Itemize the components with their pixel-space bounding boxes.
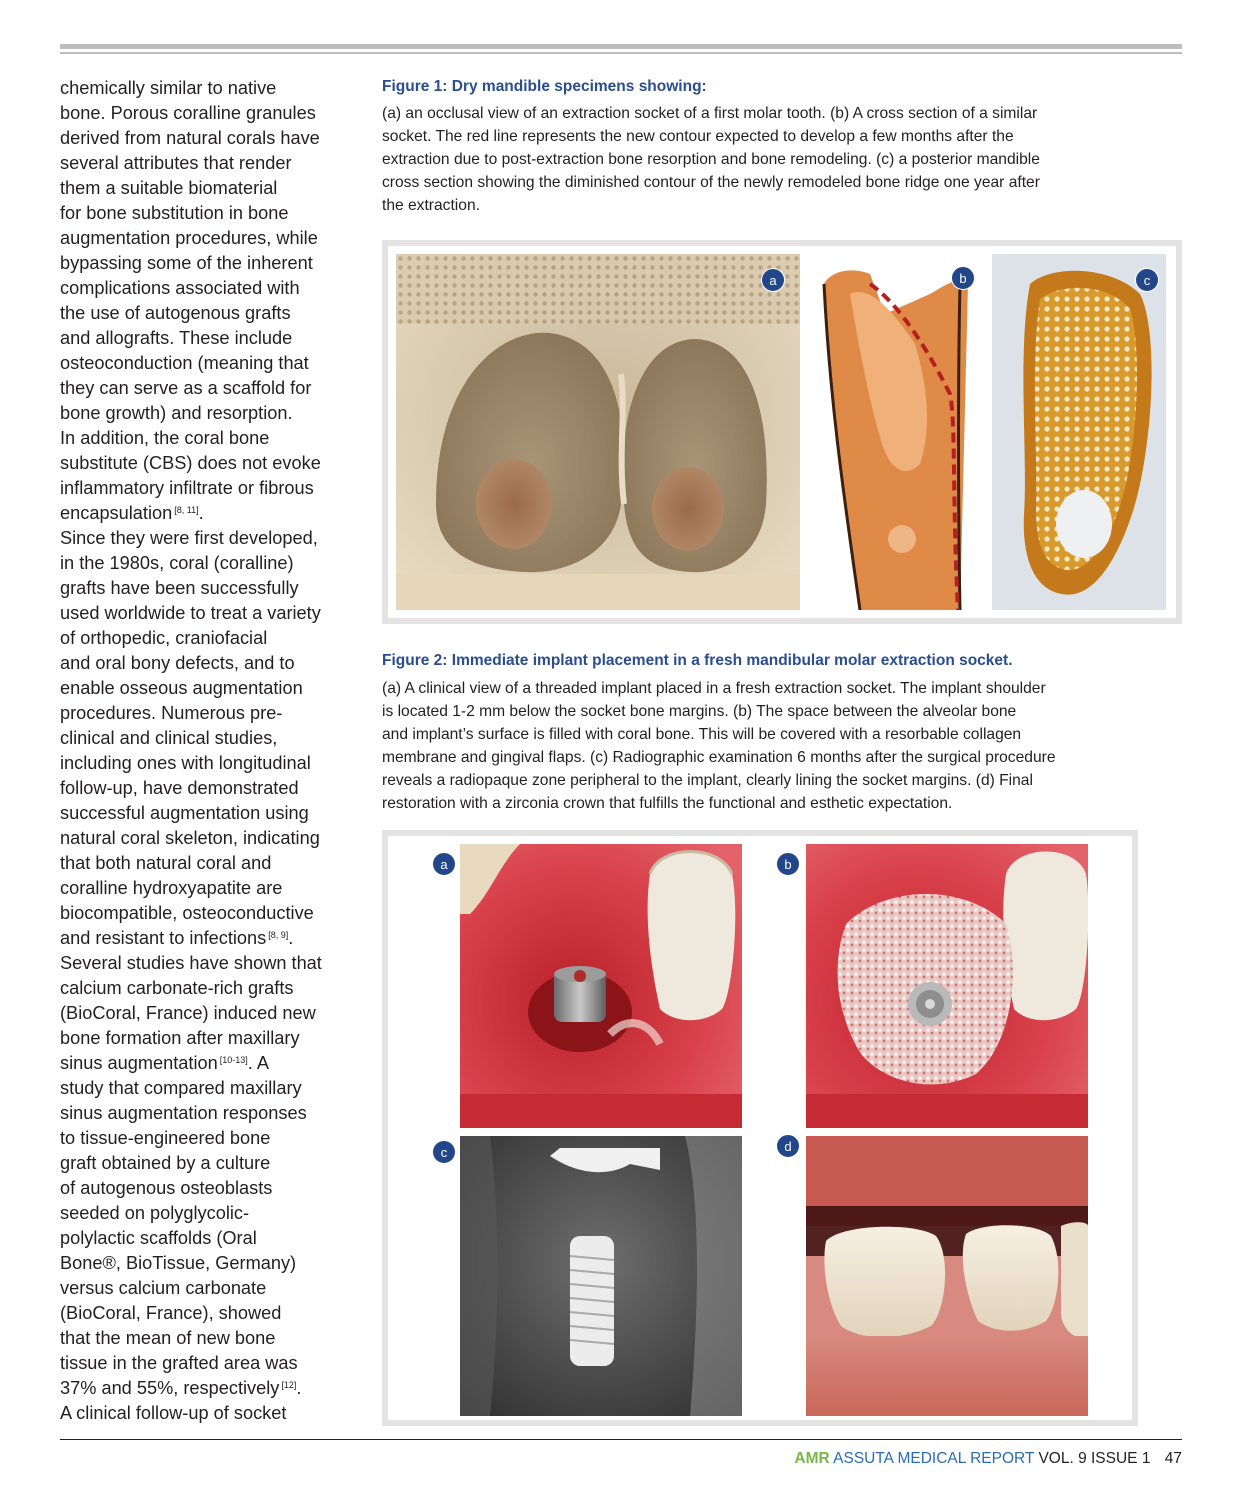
body-line: that both natural coral and [60, 853, 272, 873]
body-line: clinical and clinical studies, [60, 728, 278, 748]
body-line [60, 1051, 360, 1076]
body-line: to tissue-engineered bone [60, 1128, 271, 1148]
body-line: (BioCoral, France), showed [60, 1303, 282, 1323]
figure2-panel-d-image [806, 1136, 1088, 1416]
figure2-panel-b-image [806, 844, 1088, 1128]
body-line: coralline hydroxyapatite are [60, 878, 283, 898]
body-line: biocompatible, osteoconductive [60, 903, 314, 923]
body-line: graft obtained by a culture [60, 1153, 271, 1173]
body-line: A clinical follow-up of socket [60, 1403, 287, 1423]
body-line [60, 501, 360, 526]
figure2-caption [382, 677, 1182, 815]
body-text-column [60, 76, 360, 1426]
body-line: complications associated with [60, 278, 300, 298]
punctuation: . [288, 928, 294, 948]
page-number: 47 [1164, 1450, 1182, 1467]
body-line: them a suitable biomaterial [60, 178, 278, 198]
body-line: grafts have been successfully [60, 578, 299, 598]
footer-brand: AMR [794, 1450, 830, 1467]
body-line: in the 1980s, coral (coralline) [60, 553, 294, 573]
panel-label-a: a [432, 852, 456, 876]
body-line: enable osseous augmentation [60, 678, 303, 698]
body-line: augmentation procedures, while [60, 228, 318, 248]
figure2-panel-c-image [460, 1136, 742, 1416]
body-line: that the mean of new bone [60, 1328, 276, 1348]
caption-line: (a) an occlusal view of an extraction socket of a first molar tooth. (b) A cross section of a similar [382, 105, 1038, 122]
figure1-title: Figure 1: Dry mandible specimens showing: [382, 78, 707, 95]
body-line: versus calcium carbonate [60, 1278, 267, 1298]
body-line: sinus augmentation responses [60, 1103, 307, 1123]
body-line: successful augmentation using [60, 803, 309, 823]
figure1-panel-b-image [810, 254, 982, 610]
footer-volume: VOL. 9 ISSUE 1 [1038, 1450, 1151, 1467]
body-line: calcium carbonate-rich grafts [60, 978, 294, 998]
body-line: including ones with longitudinal [60, 753, 311, 773]
figure1-caption [382, 102, 1182, 217]
body-line: they can serve as a scaffold for [60, 378, 312, 398]
panel-label-b: b [776, 852, 800, 876]
body-line: the use of autogenous grafts [60, 303, 291, 323]
body-line: derived from natural corals have [60, 128, 320, 148]
body-line: osteoconduction (meaning that [60, 353, 309, 373]
body-line: for bone substitution in bone [60, 203, 289, 223]
body-line: inflammatory infiltrate or fibrous [60, 478, 314, 498]
body-line: several attributes that render [60, 153, 292, 173]
figure2-panel-a-image [460, 844, 742, 1128]
body-line: Several studies have shown that [60, 953, 322, 973]
footer-rule [60, 1439, 1182, 1440]
panel-label-a: a [761, 268, 785, 292]
body-line: seeded on polyglycolic- [60, 1203, 250, 1223]
body-line: bypassing some of the inherent [60, 253, 313, 273]
body-line: follow-up, have demonstrated [60, 778, 299, 798]
figure2-frame [382, 830, 1138, 1426]
caption-line: reveals a radiopaque zone peripheral to the implant, clearly lining the socket margins. (d) Final [382, 772, 1033, 789]
caption-line: (a) A clinical view of a threaded implant placed in a fresh extraction socket. The implant shoulder [382, 680, 1046, 697]
body-line-text: 37% and 55%, respectively [60, 1378, 280, 1398]
citation-ref: [12] [281, 1380, 297, 1390]
caption-line: restoration with a zirconia crown that fulfills the functional and esthetic expectation. [382, 795, 953, 812]
caption-line: and implant’s surface is filled with coral bone. This will be covered with a resorbable collagen [382, 726, 1022, 743]
panel-label-b: b [951, 266, 975, 290]
body-line: and allografts. These include [60, 328, 293, 348]
footer-publication: ASSUTA MEDICAL REPORT [833, 1450, 1035, 1467]
figure1-panel-c-image [992, 254, 1166, 610]
body-line: bone. Porous coralline granules [60, 103, 316, 123]
body-line: of autogenous osteoblasts [60, 1178, 273, 1198]
body-line [60, 926, 360, 951]
header-rule-thin [60, 52, 1182, 54]
caption-line: extraction due to post-extraction bone resorption and bone remodeling. (c) a posterior mandible [382, 151, 1040, 168]
body-line: tissue in the grafted area was [60, 1353, 298, 1373]
citation-ref: [8, 9] [268, 930, 289, 940]
caption-line: socket. The red line represents the new contour expected to develop a few months after the [382, 128, 1014, 145]
body-line: chemically similar to native [60, 78, 277, 98]
caption-line: the extraction. [382, 197, 480, 214]
body-line: and oral bony defects, and to [60, 653, 295, 673]
panel-label-c: c [432, 1140, 456, 1164]
page-footer [794, 1450, 1182, 1468]
body-line: procedures. Numerous pre- [60, 703, 283, 723]
figure1-panel-a-image [396, 254, 800, 610]
body-line: bone formation after maxillary [60, 1028, 300, 1048]
body-line: polylactic scaffolds (Oral [60, 1228, 257, 1248]
body-line: natural coral skeleton, indicating [60, 828, 320, 848]
citation-ref: [10-13] [219, 1055, 248, 1065]
body-line: Bone®, BioTissue, Germany) [60, 1253, 297, 1273]
body-line: of orthopedic, craniofacial [60, 628, 268, 648]
body-line: study that compared maxillary [60, 1078, 302, 1098]
figure2-title: Figure 2: Immediate implant placement in a fresh mandibular molar extraction socket. [382, 652, 1013, 669]
punctuation: . [198, 503, 204, 523]
panel-label-d: d [776, 1134, 800, 1158]
caption-line: is located 1-2 mm below the socket bone margins. (b) The space between the alveolar bone [382, 703, 1017, 720]
body-line [60, 1376, 360, 1401]
body-line-text: encapsulation [60, 503, 173, 523]
caption-line: cross section showing the diminished contour of the newly remodeled bone ridge one year after [382, 174, 1040, 191]
body-line: bone growth) and resorption. [60, 403, 293, 423]
header-rule-thick [60, 44, 1182, 49]
body-line: (BioCoral, France) induced new [60, 1003, 316, 1023]
caption-line: membrane and gingival flaps. (c) Radiographic examination 6 months after the surgical procedure [382, 749, 1056, 766]
body-line: substitute (CBS) does not evoke [60, 453, 321, 473]
body-line: Since they were first developed, [60, 528, 318, 548]
body-line: In addition, the coral bone [60, 428, 270, 448]
body-line-text: and resistant to infections [60, 928, 267, 948]
panel-label-c: c [1135, 268, 1159, 292]
figure1-frame [382, 240, 1182, 624]
citation-ref: [8, 11] [174, 505, 199, 515]
body-line-text: sinus augmentation [60, 1053, 218, 1073]
punctuation: . A [247, 1053, 269, 1073]
body-line: used worldwide to treat a variety [60, 603, 321, 623]
punctuation: . [296, 1378, 302, 1398]
